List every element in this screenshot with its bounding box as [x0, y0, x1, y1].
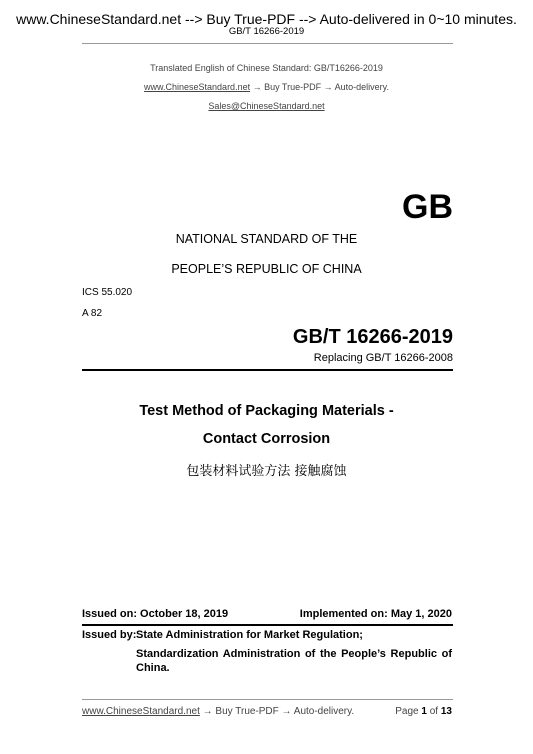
ics-code: ICS 55.020 — [82, 287, 133, 298]
page-of: of — [429, 706, 439, 717]
email-text[interactable]: Sales@ChineseStandard.net — [208, 101, 325, 111]
page-label: Page — [395, 706, 419, 717]
title-line1: Test Method of Packaging Materials - — [139, 403, 394, 419]
issued-by-2: Standardization Administration of the People’s Republic of — [136, 648, 452, 660]
title-line2: Contact Corrosion — [202, 431, 331, 447]
standard-code: GB/T 16266-2019 — [292, 326, 453, 348]
page-total: 13 — [440, 706, 452, 717]
intro-link-line — [0, 82, 533, 92]
national-standard-line1: NATIONAL STANDARD OF THE — [175, 232, 358, 246]
site-link[interactable]: www.ChineseStandard.net — [144, 82, 251, 92]
footer-link-line — [82, 706, 354, 717]
translated-notice: Translated English of Chinese Standard: GB/T16266-2019 — [150, 63, 383, 73]
buy-text: → Buy True-PDF → Auto-delivery. — [250, 82, 389, 92]
email-link[interactable] — [0, 101, 533, 111]
replacing-note: Replacing GB/T 16266-2008 — [313, 352, 453, 364]
gb-logo: GB — [402, 188, 453, 226]
title-chinese: 包装材料试验方法 接触腐蚀 — [186, 464, 347, 479]
header-doc-id: GB/T 16266-2019 — [228, 26, 305, 37]
implemented-on: Implemented on: May 1, 2020 — [299, 608, 452, 620]
issued-by-1: State Administration for Market Regulation; — [136, 629, 363, 641]
page-number — [395, 706, 452, 717]
page-current: 1 — [421, 706, 427, 717]
issue-rule — [82, 624, 453, 626]
footer-buy-text: → Buy True-PDF → Auto-delivery. — [199, 706, 355, 717]
issued-by-label: Issued by: — [82, 629, 137, 641]
footer-site-link[interactable]: www.ChineseStandard.net — [82, 706, 200, 717]
issued-by-3: China. — [136, 662, 170, 674]
code-rule — [82, 369, 453, 371]
header-rule — [82, 43, 453, 44]
issued-on: Issued on: October 18, 2019 — [82, 608, 229, 620]
classification-code: A 82 — [82, 308, 103, 319]
footer-rule — [82, 699, 453, 700]
top-banner: www.ChineseStandard.net --> Buy True-PDF --> Auto-delivered in 0~10 minutes. — [16, 11, 517, 27]
national-standard-line2: PEOPLE’S REPUBLIC OF CHINA — [171, 262, 362, 276]
